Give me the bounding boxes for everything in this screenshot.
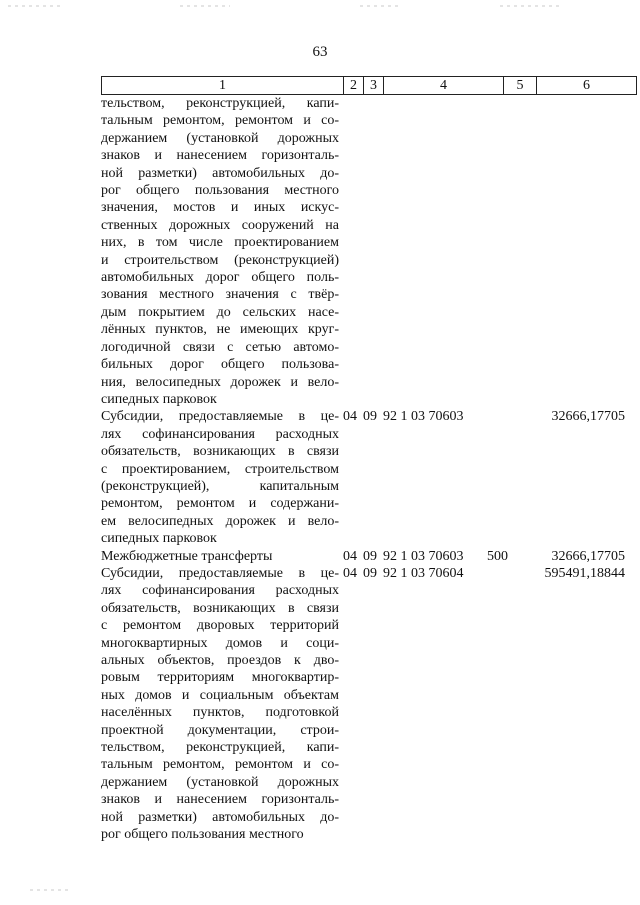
description-line: ной разметки) автомобильных до- [101, 165, 339, 181]
description-line: сипедных парковок [101, 531, 217, 547]
row-description [101, 95, 339, 408]
subsection-code: 09 [363, 548, 377, 564]
column-header-row [101, 76, 637, 95]
header-col-1: 1 [102, 77, 344, 95]
description-line: логодичной связи с сетью автомо- [101, 339, 339, 355]
description-line: населённых пунктов, подготовкой [101, 705, 339, 721]
description-line: альных объектов, проездов к дво- [101, 653, 339, 668]
description-line: бильных дорог общего пользова- [101, 357, 339, 373]
description-line: многоквартирных домов и соци- [101, 635, 339, 651]
row-description [101, 548, 339, 565]
section-code: 04 [343, 548, 357, 564]
amount [525, 95, 625, 408]
description-line: ных домов и социальным объектам [101, 687, 339, 703]
description-line: зования местного значения с твёр- [101, 287, 339, 303]
header-col-4: 4 [384, 77, 504, 95]
page-number: 63 [312, 44, 328, 60]
expense-type-code [487, 95, 525, 408]
target-article-code: 92 1 03 70603 [383, 409, 464, 425]
budget-table [101, 95, 625, 843]
description-line: (реконструкцией), капитальным [101, 478, 339, 494]
table-row [101, 408, 625, 547]
target-article-code: 92 1 03 70603 [383, 548, 464, 564]
section-code: 04 [343, 409, 357, 425]
description-line: тальным ремонтом, ремонтом и со- [101, 757, 339, 773]
target-article-code [383, 95, 487, 408]
table-row [101, 548, 625, 565]
description-line: знаков и нанесением горизонталь- [101, 792, 339, 808]
header-col-6: 6 [537, 77, 637, 95]
table-row [101, 95, 625, 408]
description-line: Межбюджетные трансферты [101, 548, 273, 564]
subsection-code: 09 [363, 565, 377, 581]
description-line: лях софинансирования расходных [101, 426, 339, 442]
description-line: ной разметки) автомобильных до- [101, 809, 339, 825]
expense-type-code [487, 565, 525, 844]
amount: 32666,17705 [551, 409, 625, 425]
description-line: держанием (установкой дорожных [101, 130, 339, 146]
subsection-code [363, 95, 383, 408]
subsection-code: 09 [363, 409, 377, 425]
description-line: ем велосипедных дорожек и вело- [101, 513, 339, 529]
row-description [101, 565, 339, 844]
description-line: рог общего пользования местного [101, 827, 304, 843]
header-col-5: 5 [504, 77, 537, 95]
description-line: тельством, реконструкцией, капи- [101, 96, 339, 111]
description-line: значения, мостов и иных искус- [101, 200, 339, 216]
description-line: рог общего пользования местного [101, 183, 339, 199]
target-article-code: 92 1 03 70604 [383, 565, 464, 581]
description-line: тальным ремонтом, ремонтом и со- [101, 113, 339, 129]
description-line: дым покрытием до сельских насе- [101, 304, 339, 320]
description-line: лях софинансирования расходных [101, 583, 339, 599]
expense-type-code [487, 408, 525, 547]
description-line: проектной документации, строи- [101, 722, 339, 738]
description-line: Субсидии, предоставляемые в це- [101, 409, 339, 425]
expense-type-code: 500 [487, 548, 508, 564]
amount: 595491,18844 [544, 565, 625, 581]
description-line: ремонтом, ремонтом и содержани- [101, 496, 339, 512]
section-code [339, 95, 363, 408]
amount: 32666,17705 [551, 548, 625, 564]
header-col-2: 2 [344, 77, 364, 95]
description-line: с ремонтом дворовых территорий [101, 618, 339, 634]
section-code: 04 [343, 565, 357, 581]
description-line: тельством, реконструкцией, капи- [101, 740, 339, 756]
description-line: с проектированием, строительством [101, 461, 339, 477]
description-line: них, в том числе проектированием [101, 235, 339, 251]
description-line: держанием (установкой дорожных [101, 774, 339, 790]
description-line: знаков и нанесением горизонталь- [101, 148, 339, 164]
description-line: ровым территориям многоквартир- [101, 670, 339, 686]
description-line: и строительством (реконструкцией) [101, 252, 339, 268]
description-line: сипедных парковок [101, 391, 217, 407]
description-line: автомобильных дорог общего поль- [101, 270, 339, 286]
description-line: лённых пунктов, не имеющих круг- [101, 322, 339, 338]
description-line: Субсидии, предоставляемые в це- [101, 565, 339, 581]
header-col-3: 3 [364, 77, 384, 95]
description-line: обязательств, возникающих в связи [101, 600, 339, 616]
description-line: обязательств, возникающих в связи [101, 444, 339, 460]
description-line: ния, велосипедных дорожек и вело- [101, 374, 339, 390]
table-row [101, 565, 625, 844]
row-description [101, 408, 339, 547]
description-line: ственных дорожных сооружений на [101, 217, 339, 233]
